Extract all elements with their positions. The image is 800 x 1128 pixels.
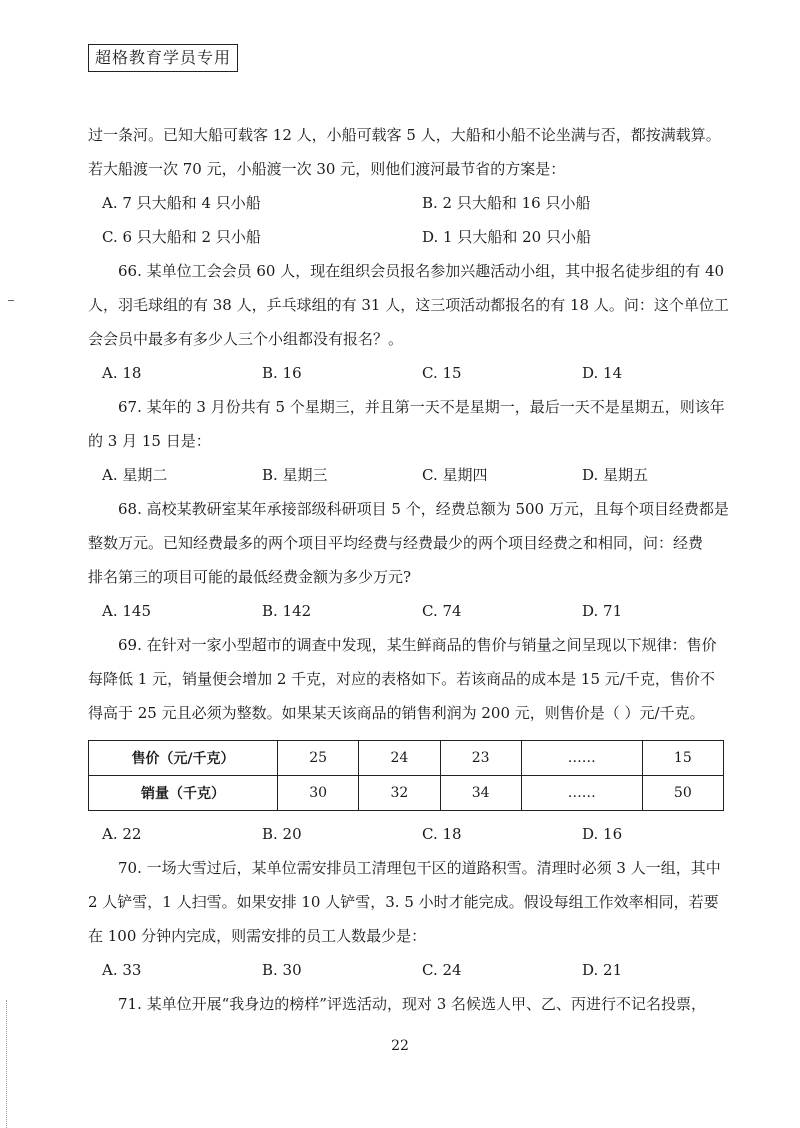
q65-option-c: C. 6 只大船和 2 只小船 (102, 228, 261, 246)
header-label: 超格教育学员专用 (88, 44, 238, 72)
q65-option-b: B. 2 只大船和 16 只小船 (422, 194, 591, 212)
q68-options (88, 594, 728, 628)
q69-line-3: 得高于 25 元且必须为整数。如果某天该商品的销售利润为 200 元，则售价是（ ）元/千克。 (88, 704, 705, 722)
table-cell: 32 (359, 776, 440, 811)
q66-options (88, 356, 728, 390)
q65-line-1: 过一条河。已知大船可载客 12 人，小船可载客 5 人，大船和小船不论坐满与否，都按满载算。 (88, 126, 721, 144)
margin-mark (8, 300, 14, 301)
q69-option-d: D. 16 (582, 825, 623, 843)
q67-options (88, 458, 728, 492)
q67-line-1: 67. 某年的 3 月份共有 5 个星期三，并且第一天不是星期一，最后一天不是星期五，则该年 (118, 398, 725, 416)
q69-line-2: 每降低 1 元，销量便会增加 2 千克，对应的表格如下。若该商品的成本是 15 元/千克，售价不 (88, 670, 715, 688)
table-cell: 34 (440, 776, 521, 811)
q70-option-d: D. 21 (582, 961, 623, 979)
table-cell: 30 (278, 776, 359, 811)
q68-option-b: B. 142 (262, 602, 312, 620)
q67-option-c: C. 星期四 (422, 466, 488, 484)
q66-line-1: 66. 某单位工会会员 60 人，现在组织会员报名参加兴趣活动小组，其中报名徒步组的有 40 (118, 262, 725, 280)
table-cell: …… (521, 741, 642, 776)
q65-options-row-1 (88, 186, 728, 220)
q66-option-b: B. 16 (262, 364, 302, 382)
price-row-header: 售价（元/千克） (89, 741, 278, 776)
q70-option-a: A. 33 (102, 961, 142, 979)
table-row-price (89, 741, 724, 776)
q70-options (88, 953, 728, 987)
margin-binding-line (6, 1000, 8, 1128)
table-cell: 50 (642, 776, 723, 811)
q68-option-c: C. 74 (422, 602, 462, 620)
q69-option-a: A. 22 (102, 825, 142, 843)
table-cell: 24 (359, 741, 440, 776)
table-cell: …… (521, 776, 642, 811)
q65-option-a: A. 7 只大船和 4 只小船 (102, 194, 261, 212)
table-cell: 23 (440, 741, 521, 776)
q68-line-2: 整数万元。已知经费最多的两个项目平均经费与经费最少的两个项目经费之和相同，问：经费 (88, 534, 704, 552)
q65-option-d: D. 1 只大船和 20 只小船 (422, 228, 591, 246)
q69-option-b: B. 20 (262, 825, 302, 843)
page-content (88, 118, 728, 1021)
q67-option-a: A. 星期二 (102, 466, 168, 484)
q70-option-c: C. 24 (422, 961, 462, 979)
q70-line-3: 在 100 分钟内完成，则需安排的员工人数最少是： (88, 927, 427, 945)
q68-line-1: 68. 高校某教研室某年承接部级科研项目 5 个，经费总额为 500 万元，且每个项目经费都是 (118, 500, 729, 518)
q68-option-d: D. 71 (582, 602, 623, 620)
q67-line-2: 的 3 月 15 日是： (88, 432, 211, 450)
price-sales-table (88, 740, 724, 811)
q70-line-2: 2 人铲雪，1 人扫雪。如果安排 10 人铲雪，3. 5 小时才能完成。假设每组工作效率相同，若要 (88, 893, 719, 911)
table-row-sales (89, 776, 724, 811)
q65-options-row-2 (88, 220, 728, 254)
q69-line-1: 69. 在针对一家小型超市的调查中发现，某生鲜商品的售价与销量之间呈现以下规律：售价 (118, 636, 717, 654)
q66-option-d: D. 14 (582, 364, 623, 382)
q66-line-3: 会会员中最多有多少人三个小组都没有报名？。 (88, 330, 404, 348)
sales-row-header: 销量（千克） (89, 776, 278, 811)
q67-option-d: D. 星期五 (582, 466, 649, 484)
q65-line-2: 若大船渡一次 70 元，小船渡一次 30 元，则他们渡河最节省的方案是： (88, 160, 566, 178)
q69-options (88, 817, 728, 851)
table-cell: 15 (642, 741, 723, 776)
q66-line-2: 人，羽毛球组的有 38 人，乒乓球组的有 31 人，这三项活动都报名的有 18 人。问：这个单位工 (88, 296, 729, 314)
q71-line-1: 71. 某单位开展“我身边的榜样”评选活动，现对 3 名候选人甲、乙、丙进行不记名投票， (118, 995, 707, 1013)
q66-option-a: A. 18 (102, 364, 142, 382)
table-cell: 25 (278, 741, 359, 776)
q67-option-b: B. 星期三 (262, 466, 328, 484)
q70-option-b: B. 30 (262, 961, 302, 979)
q68-line-3: 排名第三的项目可能的最低经费金额为多少万元? (88, 568, 412, 586)
q70-line-1: 70. 一场大雪过后，某单位需安排员工清理包干区的道路积雪。清理时必须 3 人一组，其中 (118, 859, 721, 877)
q69-option-c: C. 18 (422, 825, 462, 843)
q68-option-a: A. 145 (102, 602, 151, 620)
page-number: 22 (391, 1038, 409, 1054)
q66-option-c: C. 15 (422, 364, 462, 382)
